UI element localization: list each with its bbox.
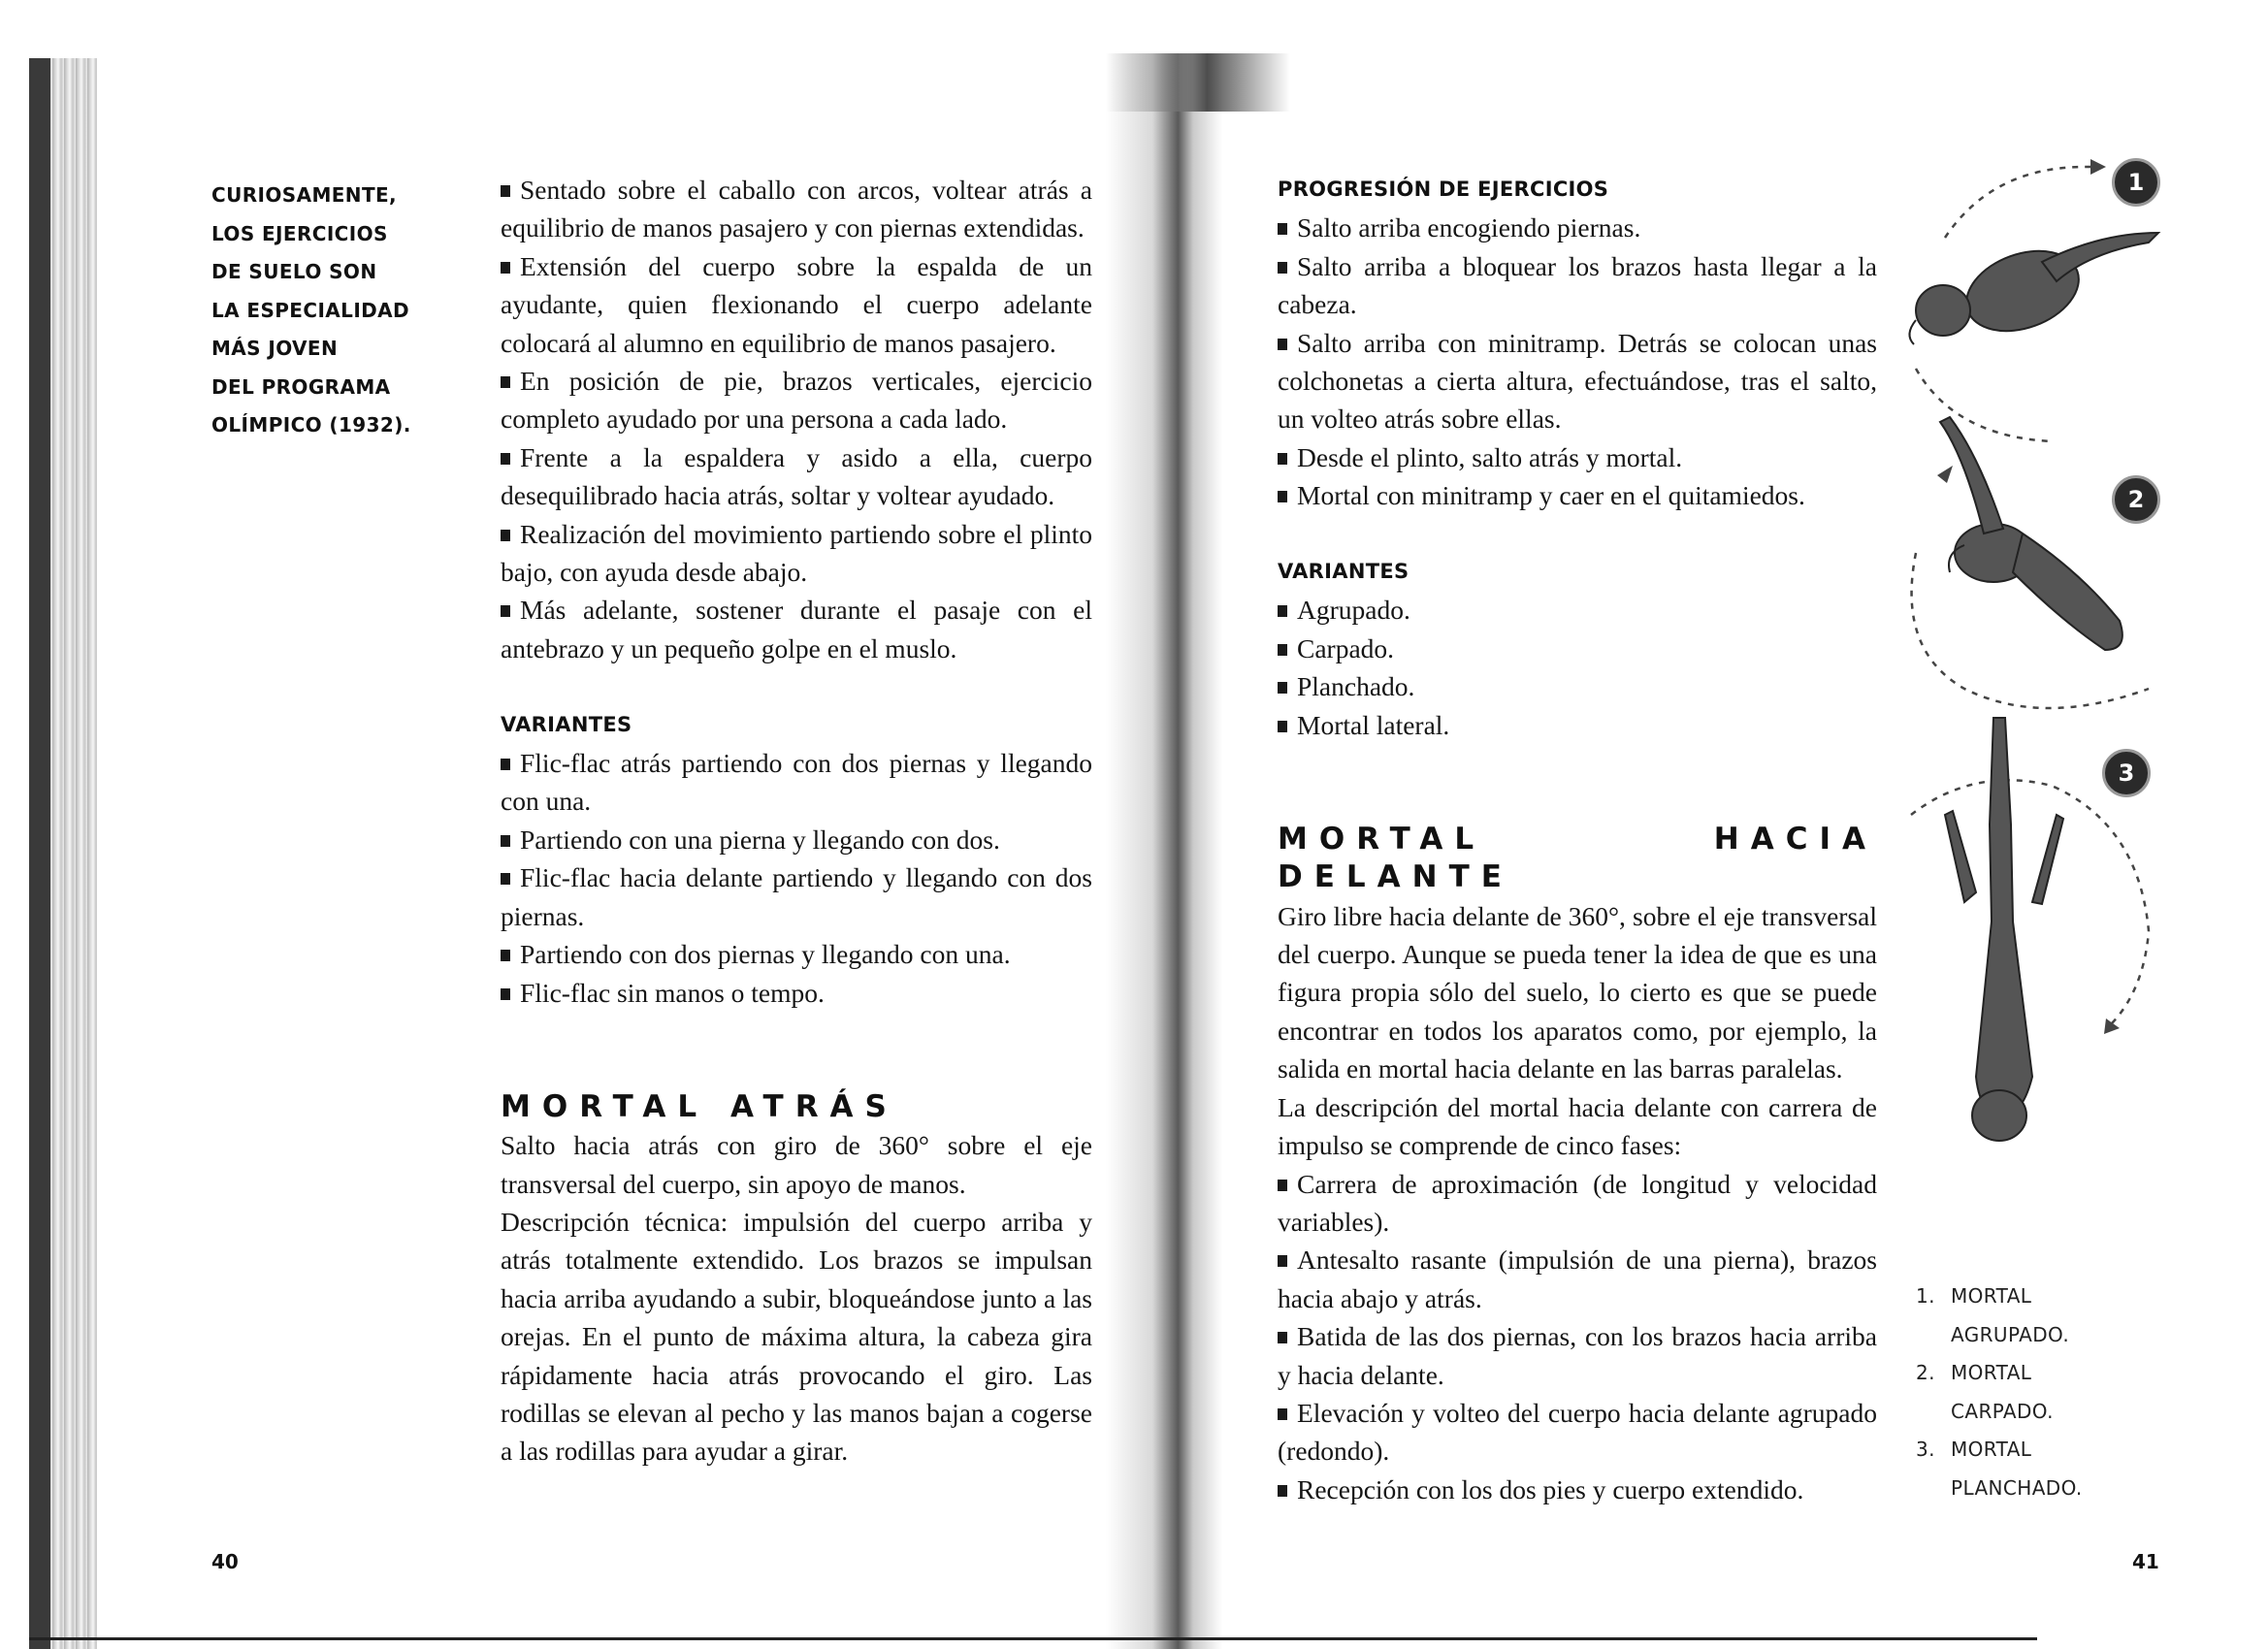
list-item xyxy=(1278,1241,1877,1317)
variants-heading: VARIANTES xyxy=(1278,560,1409,584)
bullet-square-icon xyxy=(501,759,510,770)
figure-number-2: 2 xyxy=(2112,475,2160,524)
list-item-text: Flic-flac sin manos o tempo. xyxy=(520,977,825,1008)
bullet-square-icon xyxy=(501,185,510,197)
bullet-square-icon xyxy=(1278,1485,1287,1497)
list-item-text: Partiendo con una pierna y llegando con dos. xyxy=(520,824,1000,855)
list-item-text: Mortal con minitramp y caer en el quitamiedos. xyxy=(1297,480,1805,511)
bullet-square-icon xyxy=(1278,491,1287,502)
bullet-square-icon xyxy=(501,605,510,617)
gymnast-figures-svg xyxy=(1887,146,2178,1183)
paragraph: Giro libre hacia delante de 360°, sobre el eje transversal del cuerpo. Aunque se pueda tener la idea de que es una figura propia sólo del suelo, lo cierto es que se puede encontrar en todos los aparatos como, por ejemplo, la salida en mortal hacia delante en las barras paralelas. xyxy=(1278,900,1877,1084)
list-item-text: Salto arriba con minitramp. Detrás se colocan unas colchonetas a cierta altura, efectuándose, tras el salto, un volteo atrás sobre ellas. xyxy=(1278,327,1877,435)
variants-heading: VARIANTES xyxy=(501,712,632,736)
list-item xyxy=(1278,591,1877,629)
rotation-arc-1 xyxy=(1945,167,2090,238)
bullet-square-icon xyxy=(1278,682,1287,694)
rotation-arc-1-lower xyxy=(1916,369,2052,441)
list-item-text: En posición de pie, brazos verticales, ejercicio completo ayudado por una persona a cada lado. xyxy=(501,366,1092,435)
caption-line: MORTAL xyxy=(1951,1284,2032,1308)
arrow-head-2 xyxy=(1937,466,1953,483)
list-item xyxy=(501,362,1092,438)
section-title-mortal-atras: MORTAL ATRÁS xyxy=(501,1088,898,1124)
bullet-square-icon xyxy=(1278,223,1287,235)
list-item-text: Batida de las dos piernas, con los brazos hacia arriba y hacia delante. xyxy=(1278,1321,1877,1390)
list-item xyxy=(501,744,1092,821)
bullet-square-icon xyxy=(1278,644,1287,656)
bullet-square-icon xyxy=(1278,339,1287,350)
caption-number: 3. xyxy=(1916,1438,1935,1461)
bullet-square-icon xyxy=(1278,453,1287,465)
list-item xyxy=(1278,1394,1877,1471)
list-item xyxy=(1278,209,1877,246)
sidebar-quote-line: CURIOSAMENTE, xyxy=(211,183,398,207)
list-item-text: Realización del movimiento partiendo sobre el plinto bajo, con ayuda desde abajo. xyxy=(501,518,1092,588)
sidebar-quote-line: DEL PROGRAMA xyxy=(211,374,391,399)
list-item xyxy=(501,974,1092,1012)
sidebar-quote-line: LA ESPECIALIDAD xyxy=(211,298,410,322)
list-item xyxy=(501,935,1092,973)
caption-row: AGRUPADO. xyxy=(1951,1322,2070,1346)
caption-line: MORTAL xyxy=(1951,1361,2032,1384)
bullet-square-icon xyxy=(501,453,510,465)
paragraph: Descripción técnica: impulsión del cuerpo arriba y atrás totalmente extendido. Los brazos se impulsan hacia arriba ayudando a subir, bloqueándose junto a las orejas. En el punto de máxima altura, la cabeza gira rápidamente hacia atrás provocando el giro. Las rodillas se elevan al pecho y las manos bajan a cogerse a las rodillas para ayudar a girar. xyxy=(501,1206,1092,1467)
list-item xyxy=(501,438,1092,515)
somersault-illustration xyxy=(1887,146,2178,1183)
list-item-text: Planchado. xyxy=(1297,671,1415,702)
caption-row: CARPADO. xyxy=(1951,1399,2054,1423)
bullet-square-icon xyxy=(1278,605,1287,617)
caption-row xyxy=(1916,1431,2083,1470)
list-item xyxy=(1278,1471,1877,1508)
bullet-square-icon xyxy=(501,835,510,847)
list-item xyxy=(1278,667,1877,705)
list-item-text: Flic-flac hacia delante partiendo y llegando con dos piernas. xyxy=(501,862,1092,931)
list-item xyxy=(501,515,1092,592)
left-page-column xyxy=(501,171,1092,1471)
bullet-square-icon xyxy=(1278,1408,1287,1420)
caption-line: MORTAL xyxy=(1951,1438,2032,1461)
spacer xyxy=(1278,782,1877,820)
figure-caption xyxy=(1916,1277,2083,1507)
figure-number-1: 1 xyxy=(2112,158,2160,207)
spacer xyxy=(1278,515,1877,553)
bullet-square-icon xyxy=(501,873,510,885)
list-item xyxy=(1278,630,1877,667)
bullet-square-icon xyxy=(1278,721,1287,732)
list-item-text: Mortal lateral. xyxy=(1297,709,1450,740)
progression-heading: PROGRESIÓN DE EJERCICIOS xyxy=(1278,178,1609,201)
sidebar-quote-line: LOS EJERCICIOS xyxy=(211,221,388,245)
spacer xyxy=(501,667,1092,705)
list-item xyxy=(1278,324,1877,438)
arrow-head-1 xyxy=(2090,159,2106,175)
list-item xyxy=(501,858,1092,935)
list-item xyxy=(501,247,1092,362)
figure-number-3: 3 xyxy=(2102,749,2151,797)
caption-number: 1. xyxy=(1916,1284,1935,1308)
list-item xyxy=(501,821,1092,858)
bullet-square-icon xyxy=(1278,262,1287,274)
paragraph: Salto hacia atrás con giro de 360° sobre el eje transversal del cuerpo, sin apoyo de manos. xyxy=(501,1130,1092,1199)
gymnast-piked xyxy=(1940,417,2122,650)
sidebar-quote-line: OLÍMPICO (1932). xyxy=(211,413,411,436)
page-number: 41 xyxy=(2132,1550,2159,1573)
page-bottom-edge xyxy=(29,1637,2037,1640)
spacer xyxy=(501,1012,1092,1050)
list-item-text: Frente a la espaldera y asido a ella, cuerpo desequilibrado hacia atrás, soltar y voltear ayudado. xyxy=(501,441,1092,511)
bullet-square-icon xyxy=(501,262,510,274)
list-item xyxy=(501,591,1092,667)
list-item-text: Elevación y volteo del cuerpo hacia delante agrupado (redondo). xyxy=(1278,1397,1877,1467)
section-title-mortal-hacia-delante: MORTAL HACIA DELANTE xyxy=(1278,821,1877,895)
book-spine-shadow xyxy=(1106,53,1222,1649)
list-item-text: Desde el plinto, salto atrás y mortal. xyxy=(1297,441,1683,472)
list-item-text: Más adelante, sostener durante el pasaje con el antebrazo y un pequeño golpe en el muslo. xyxy=(501,595,1092,663)
list-item-text: Partiendo con dos piernas y llegando con una. xyxy=(520,939,1011,970)
page-number: 40 xyxy=(211,1550,239,1573)
list-item xyxy=(1278,476,1877,514)
list-item-text: Carrera de aproximación (de longitud y velocidad variables). xyxy=(1278,1168,1877,1237)
sidebar-quote-line: DE SUELO SON xyxy=(211,260,377,283)
list-item-text: Extensión del cuerpo sobre la espalda de un ayudante, quien flexionando el cuerpo adelante colocará al alumno en equilibrio de manos pasajero. xyxy=(501,250,1092,358)
bullet-square-icon xyxy=(501,530,510,541)
bullet-square-icon xyxy=(501,988,510,1000)
bullet-square-icon xyxy=(1278,1332,1287,1343)
caption-row xyxy=(1916,1354,2083,1393)
list-item-text: Sentado sobre el caballo con arcos, voltear atrás a equilibrio de manos pasajero y con piernas extendidas. xyxy=(501,175,1092,243)
list-item xyxy=(1278,247,1877,324)
right-page-column xyxy=(1278,171,1877,1508)
sidebar-quote xyxy=(211,177,411,445)
paragraph: La descripción del mortal hacia delante con carrera de impulso se comprende de cinco fases: xyxy=(1278,1091,1877,1161)
bullet-square-icon xyxy=(501,376,510,388)
spacer xyxy=(1278,744,1877,782)
book-spine-top-shadow xyxy=(1106,53,1290,112)
list-item xyxy=(1278,438,1877,476)
list-item-text: Carpado. xyxy=(1297,632,1395,663)
caption-number: 2. xyxy=(1916,1361,1935,1384)
arrow-head-3 xyxy=(2104,1018,2120,1034)
list-item xyxy=(501,171,1092,247)
list-item-text: Salto arriba encogiendo piernas. xyxy=(1297,212,1641,243)
sidebar-quote-line: MÁS JOVEN xyxy=(211,337,339,360)
list-item xyxy=(1278,1317,1877,1394)
list-item xyxy=(1278,706,1877,744)
list-item-text: Salto arriba a bloquear los brazos hasta llegar a la cabeza. xyxy=(1278,250,1877,320)
list-item-text: Agrupado. xyxy=(1297,595,1410,626)
list-item-text: Flic-flac atrás partiendo con dos piernas y llegando con una. xyxy=(501,748,1092,817)
list-item-text: Recepción con los dos pies y cuerpo extendido. xyxy=(1297,1473,1804,1504)
list-item xyxy=(1278,1165,1877,1242)
gymnast-tucked xyxy=(1909,233,2158,345)
caption-row: PLANCHADO. xyxy=(1951,1475,2083,1500)
bullet-square-icon xyxy=(501,950,510,961)
bullet-square-icon xyxy=(1278,1255,1287,1267)
caption-row xyxy=(1916,1277,2083,1316)
list-item-text: Antesalto rasante (impulsión de una pierna), brazos hacia abajo y atrás. xyxy=(1278,1245,1877,1313)
bullet-square-icon xyxy=(1278,1180,1287,1191)
gymnast-straight xyxy=(1945,718,2063,1141)
left-book-edge xyxy=(29,58,50,1649)
spacer xyxy=(501,1050,1092,1087)
